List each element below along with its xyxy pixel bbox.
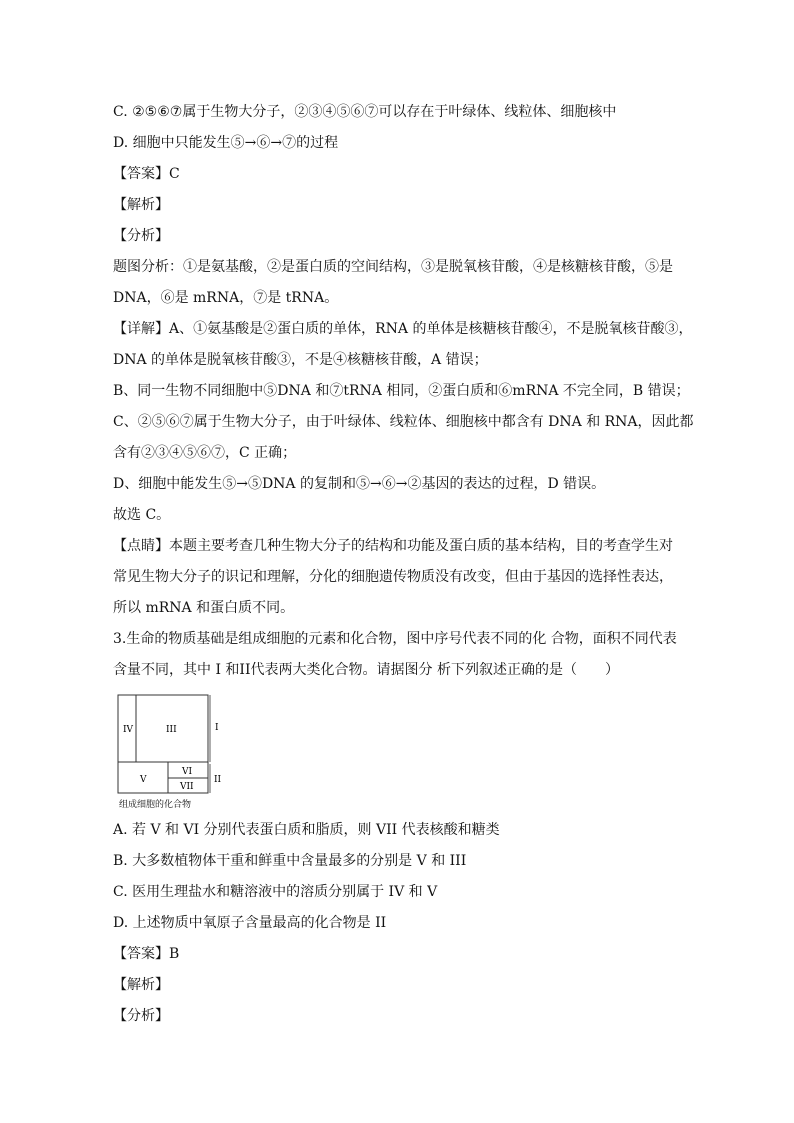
detail-text-1: 【详解】A、①氨基酸是②蛋白质的单体，RNA 的单体是核糖核苷酸④，不是脱氧核苷酸③，: [113, 321, 693, 337]
dianjing-text-2: 常见生物大分子的识记和理解，分化的细胞遗传物质没有改变，但由于基因的选择性表达，: [113, 569, 673, 585]
option-a: A. 若 V 和 VI 分别代表蛋白质和脂质，则 VII 代表核酸和糖类: [113, 822, 500, 838]
fenxi-label: 【分析】: [113, 228, 169, 244]
fenxi-text-2: DNA，⑥是 mRNA，⑦是 tRNA。: [113, 290, 339, 306]
detail-text-5: 含有②③④⑤⑥⑦，C 正确；: [113, 445, 297, 461]
option-c-q3: C. 医用生理盐水和糖溶液中的溶质分别属于 IV 和 V: [113, 884, 438, 900]
question-3-line-2: 含量不同，其中 I 和II代表两大类化合物。请据图分 析下列叙述正确的是（ ）: [113, 662, 619, 678]
detail-text-2: DNA 的单体是脱氧核苷酸③，不是④核糖核苷酸，A 错误；: [113, 352, 488, 368]
option-d-q3: D. 上述物质中氧原子含量最高的化合物是 II: [113, 915, 387, 931]
option-c: C. ②⑤⑥⑦属于生物大分子，②③④⑤⑥⑦可以存在于叶绿体、线粒体、细胞核中: [113, 104, 617, 120]
option-d: D. 细胞中只能发生⑤→⑥→⑦的过程: [113, 135, 339, 151]
analysis-label-q3: 【解析】: [113, 977, 169, 993]
detail-text-3: B、同一生物不同细胞中⑤DNA 和⑦tRNA 相同，②蛋白质和⑥mRNA 不完全同，B 错误；: [113, 383, 690, 399]
option-b: B. 大多数植物体干重和鲜重中含量最多的分别是 V 和 III: [113, 853, 467, 869]
question-3-line-1: 3.生命的物质基础是组成细胞的元素和化合物，图中序号代表不同的化 合物，面积不同代表: [113, 631, 677, 647]
label-vii: VII: [180, 782, 194, 792]
answer-label-q3: 【答案】B: [113, 946, 180, 962]
label-i: I: [215, 723, 219, 733]
compound-diagram: [113, 690, 223, 810]
detail-text-6: D、细胞中能发生⑤→⑤DNA 的复制和⑤→⑥→②基因的表达的过程，D 错误。: [113, 476, 606, 492]
label-iii: III: [166, 725, 177, 735]
label-iv: IV: [123, 725, 134, 735]
label-ii: II: [214, 775, 222, 785]
choose-text: 故选 C。: [113, 507, 171, 523]
detail-text-4: C、②⑤⑥⑦属于生物大分子，由于叶绿体、线粒体、细胞核中都含有 DNA 和 RNA，因此都: [113, 414, 694, 430]
figure-caption: 组成细胞的化合物: [119, 800, 192, 810]
label-v: V: [140, 775, 147, 785]
analysis-label: 【解析】: [113, 197, 169, 213]
fenxi-label-q3: 【分析】: [113, 1008, 169, 1024]
dianjing-text-3: 所以 mRNA 和蛋白质不同。: [113, 600, 295, 616]
compound-diagram-svg: [113, 690, 223, 800]
label-vi: VI: [182, 767, 193, 777]
dianjing-text-1: 【点睛】本题主要考查几种生物大分子的结构和功能及蛋白质的基本结构，目的考查学生对: [113, 538, 673, 554]
fenxi-text-1: 题图分析：①是氨基酸，②是蛋白质的空间结构，③是脱氧核苷酸，④是核糖核苷酸，⑤是: [113, 259, 673, 275]
answer-label: 【答案】C: [113, 166, 180, 182]
